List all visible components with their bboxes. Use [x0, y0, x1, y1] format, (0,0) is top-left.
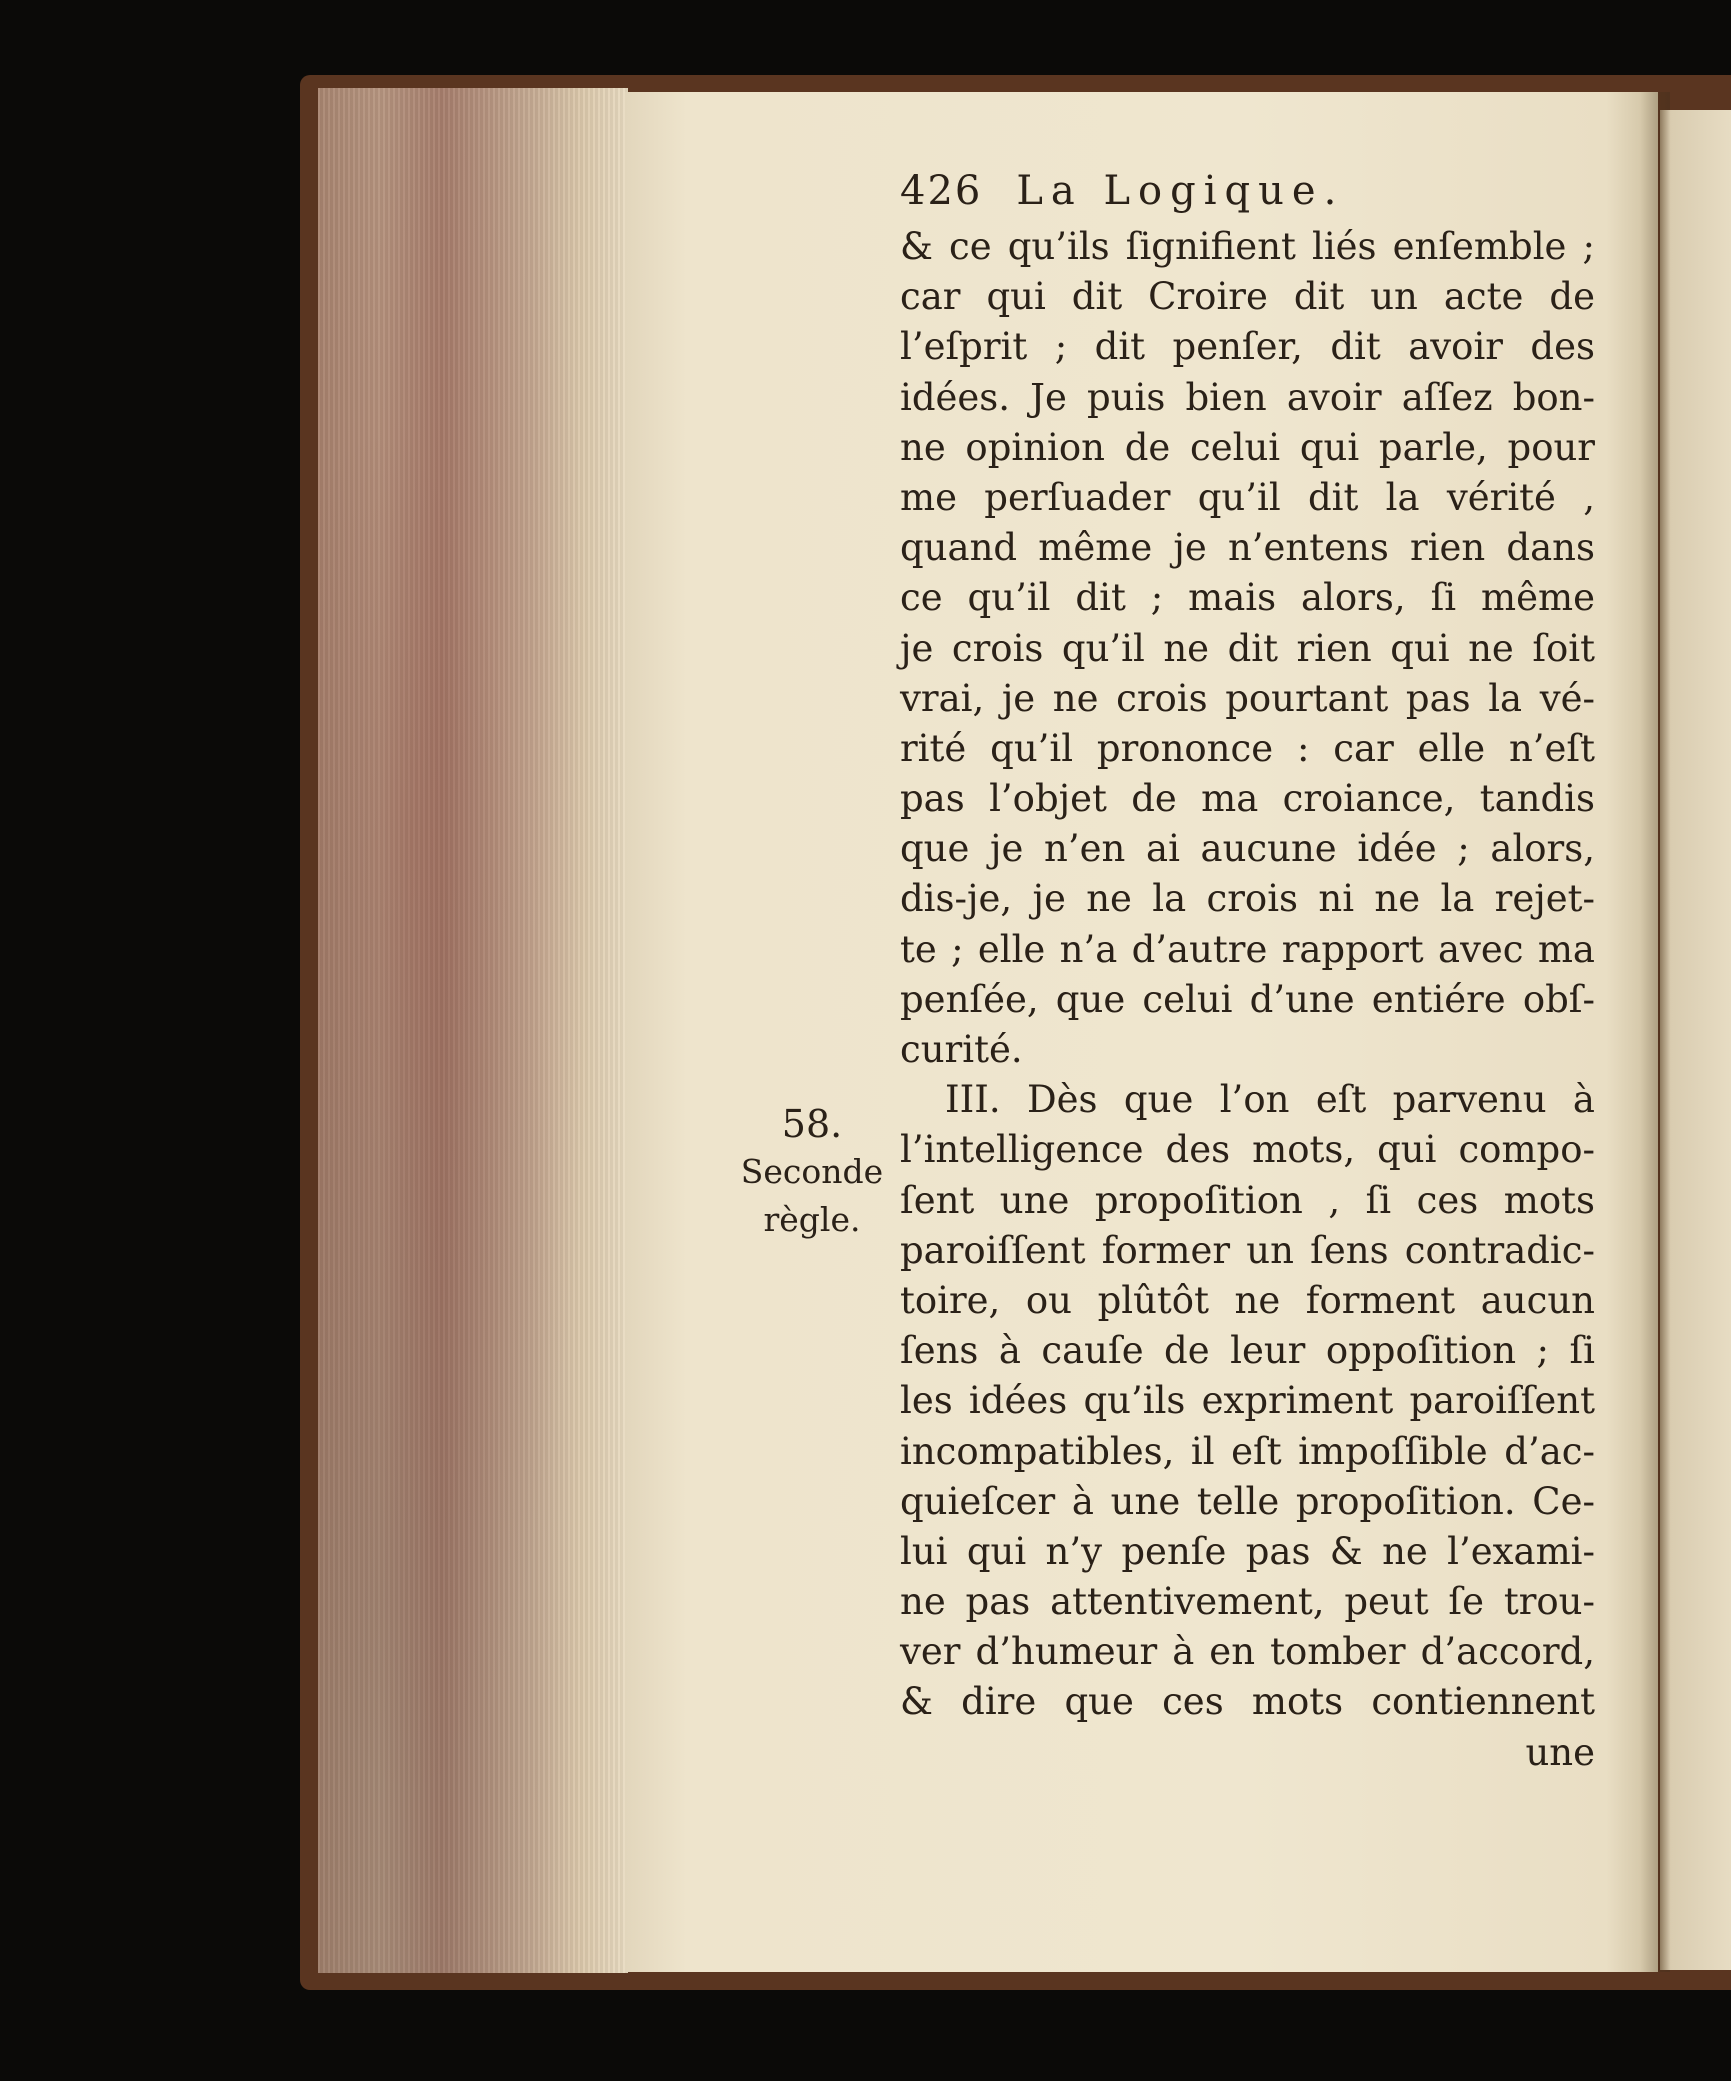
text-line: quieſcer à une telle propoſition. Ce- [900, 1479, 1595, 1523]
text-line: idées. Je puis bien avoir aſſez bon- [900, 375, 1595, 419]
text-line: l’intelligence des mots, qui compo- [900, 1128, 1595, 1172]
text-line: paroiſſent former un ſens contradic- [900, 1228, 1595, 1272]
page-number: 426 [900, 168, 983, 214]
running-head [900, 168, 1344, 214]
text-line: & ce qu’ils ſignifient liés enſemble ; [900, 225, 1595, 268]
margin-note-line: règle. [763, 1200, 861, 1239]
text-line: ne pas attentivement, peut ſe trou- [900, 1580, 1595, 1624]
text-line: je crois qu’il ne dit rien qui ne ſoit [900, 626, 1595, 670]
text-line: te ; elle n’a d’autre rapport avec ma [900, 927, 1595, 971]
text-line: les idées qu’ils expriment paroiſſent [900, 1379, 1595, 1423]
text-line: ce qu’il dit ; mais alors, ſi même [900, 576, 1595, 620]
catchword: une [1525, 1730, 1595, 1774]
text-line: pas l’objet de ma croiance, tandis [900, 777, 1595, 821]
text-line: me perſuader qu’il dit la vérité , [900, 475, 1595, 519]
facing-page-edge [1660, 110, 1731, 1970]
margin-note [732, 1100, 892, 1244]
text-line: incompatibles, il eſt impoſſible d’ac- [900, 1429, 1595, 1473]
text-line: quand même je n’entens rien dans [900, 526, 1595, 570]
text-line: III. Dès que l’on eſt parvenu à [945, 1078, 1595, 1122]
text-line: curité. [900, 1028, 1023, 1071]
body-text [900, 222, 1595, 1778]
text-line: lui qui n’y penſe pas & ne l’exami- [900, 1529, 1595, 1573]
page-edges [318, 88, 628, 1973]
text-line: vrai, je ne crois pourtant pas la vé- [900, 676, 1595, 720]
text-line: & dire que ces mots contiennent [900, 1680, 1595, 1724]
text-line: ſent une propoſition , ſi ces mots [900, 1178, 1595, 1222]
margin-note-number: 58. [781, 1102, 843, 1146]
margin-note-line: Seconde [740, 1152, 884, 1191]
running-title: La Logique. [1016, 168, 1345, 214]
text-line: ver d’humeur à en tomber d’accord, [900, 1630, 1595, 1674]
text-line: que je n’en ai aucune idée ; alors, [900, 827, 1595, 871]
text-line: car qui dit Croire dit un acte de [900, 275, 1595, 319]
text-line: dis-je, je ne la crois ni ne la rejet- [900, 877, 1595, 921]
text-line: rité qu’il prononce : car elle n’eſt [900, 726, 1595, 770]
text-line: ſens à cauſe de leur oppoſition ; ſi [900, 1329, 1595, 1373]
text-line: penſée, que celui d’une entiére obſ- [900, 977, 1595, 1021]
text-line: toire, ou plûtôt ne forment aucun [900, 1278, 1595, 1322]
text-line: ne opinion de celui qui parle, pour [900, 425, 1595, 469]
text-line: l’eſprit ; dit penſer, dit avoir des [900, 325, 1595, 369]
